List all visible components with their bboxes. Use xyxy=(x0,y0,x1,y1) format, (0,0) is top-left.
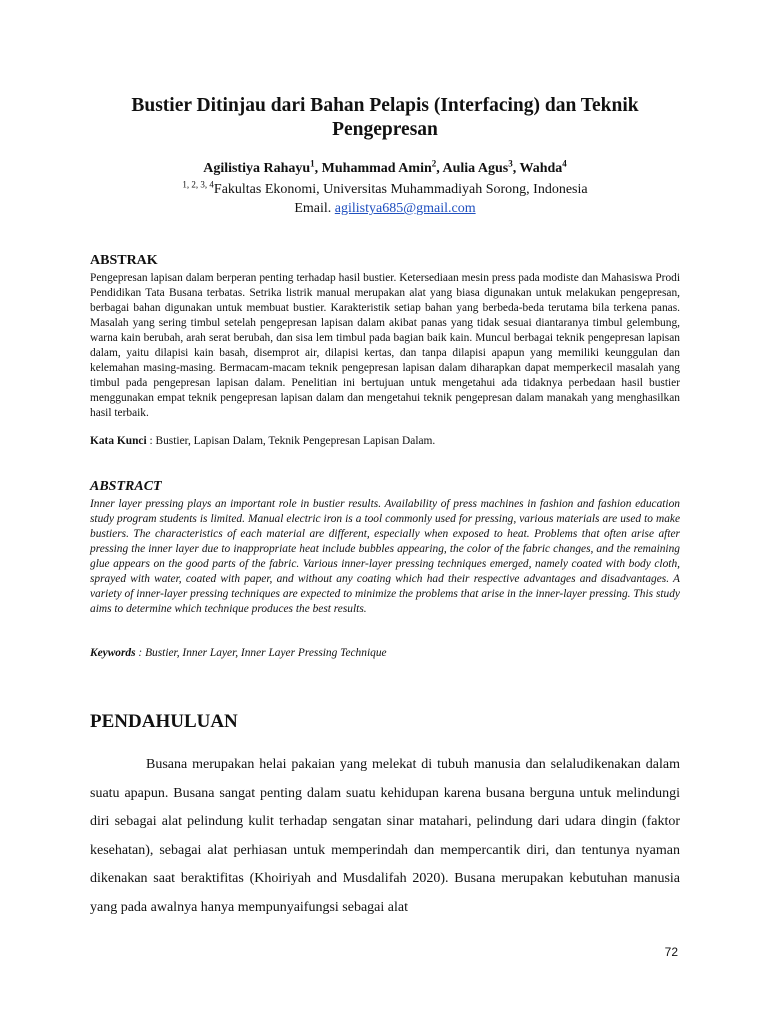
page-number: 72 xyxy=(664,945,678,959)
abstract-body: Inner layer pressing plays an important role in bustier results. Availability of press machines in fashion and fashion education study program students is limited. Manual electric iron is a tool commonly used for pressing, various materials are used to make bustiers. The characteristics of each material are different, especially when exposed to heat. Problems that often arise after pressing the inner layer due to inappropriate heat include bubbles appearing, the color of the fabric changes, and the remaining glue appears on the good parts of the fabric. Various inner-layer pressing techniques emerged, namely coated with body cloth, sprayed with water, coated with paper, and without any coating which had their respective advantages and disadvantages. A variety of inner-layer pressing techniques are expected to minimize the problems that arise in the inner-layer pressing. This study aims to determine which technique produces the best results. xyxy=(90,498,680,615)
keywords xyxy=(90,646,680,661)
abstrak-body: Pengepresan lapisan dalam berperan penting terhadap hasil bustier. Ketersediaan mesin press pada modiste dan Mahasiswa Prodi Pendidikan Tata Busana terbatas. Setrika listrik manual merupakan alat yang biasa digunakan untuk melakukan pengepresan, berbagai bahan digunakan untuk membuat bustier. Karakteristik setiap bahan yang berbeda-beda terutama bila terkena panas. Masalah yang sering timbul setelah pengepresan lapisan dalam akibat panas yang tidak sesuai diantaranya timbul gelembung, warna kain berubah, arah serat berubah, dan sisa lem timbul pada bagian baik kain. Muncul berbagai teknik pengepresan lapisan dalam, yaitu dilapisi kain basah, disemprot air, dilapisi kertas, dan tanpa dilapisi apapun yang memiliki keunggulan dan kelemahan masing-masing. Bermacam-macam teknik pengepresan lapisan dalam diharapkan dapat memperkecil masalah yang timbul pada pengepresan lapisan dalam. Penelitian ini bertujuan untuk mengetahui ada tidaknya perbedaan hasil bustier menggunakan empat teknik pengepresan lapisan dalam dan mengetahui teknik pengepresan dalam manakah yang menghasilkan hasil terbaik. xyxy=(90,272,680,419)
author-name: Wahda xyxy=(519,161,563,176)
abstrak-heading: ABSTRAK xyxy=(90,253,158,268)
pendahuluan-body xyxy=(90,751,680,922)
keywords-label: Keywords xyxy=(90,647,136,659)
affiliation-marks: 1, 2, 3, 4 xyxy=(182,179,214,190)
author-name: Aulia Agus xyxy=(442,161,509,176)
author-separator: , xyxy=(512,161,520,176)
author-list xyxy=(90,160,680,178)
pendahuluan-heading: PENDAHULUAN xyxy=(90,711,238,732)
author-name: Agilistiya Rahayu xyxy=(203,161,311,176)
email-link[interactable]: agilistya685@gmail.com xyxy=(334,201,476,216)
author-affiliation-mark: 4 xyxy=(562,158,567,169)
email-label: Email. xyxy=(294,201,335,216)
abstract-heading: ABSTRACT xyxy=(90,479,162,494)
kata-kunci xyxy=(90,434,680,449)
affiliation xyxy=(90,181,680,199)
author-affiliation-mark: 2 xyxy=(431,158,437,169)
pendahuluan-text: Busana merupakan helai pakaian yang melekat di tubuh manusia dan selaludikenakan dalam suatu apapun. Busana sangat penting dalam suatu kehidupan karena busana berguna untuk melindungi diri sebagai alat pelindung kulit terhadap sengatan sinar matahari, pelindung dari udara dingin (faktor kesehatan), sebagai alat perhiasan untuk memperindah dan mempercantik diri, dan tentunya nyaman dikenakan saat beraktifitas (Khoiriyah and Musdalifah 2020). Busana merupakan kebutuhan manusia yang pada awalnya hanya mempunyaifungsi sebagai alat xyxy=(90,757,680,915)
author-separator: , xyxy=(314,161,322,176)
author-name: Muhammad Amin xyxy=(321,161,432,176)
affiliation-text: Fakultas Ekonomi, Universitas Muhammadiyah Sorong, Indonesia xyxy=(213,182,588,197)
kata-kunci-label: Kata Kunci xyxy=(90,435,147,447)
kata-kunci-text: : Bustier, Lapisan Dalam, Teknik Pengepresan Lapisan Dalam. xyxy=(146,435,436,447)
paper-title: Bustier Ditinjau dari Bahan Pelapis (Interfacing) dan Teknik Pengepresan xyxy=(131,95,639,140)
author-affiliation-mark: 3 xyxy=(508,158,513,169)
author-affiliation-mark: 1 xyxy=(310,158,315,169)
email-line xyxy=(90,200,680,218)
author-separator: , xyxy=(436,161,443,176)
keywords-text: : Bustier, Inner Layer, Inner Layer Pressing Technique xyxy=(135,647,387,659)
